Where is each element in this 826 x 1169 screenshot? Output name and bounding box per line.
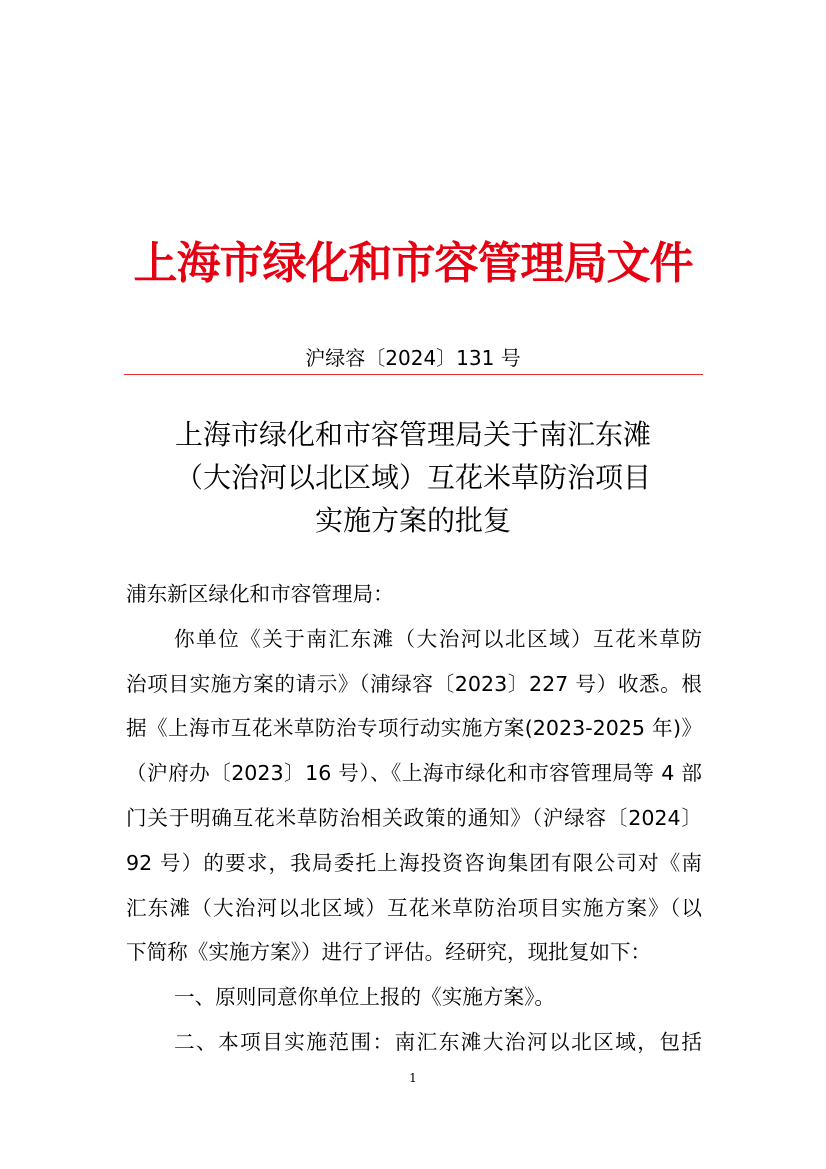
body-line: 92 号）的要求，我局委托上海投资咨询集团有限公司对《南 xyxy=(126,850,702,875)
body-line: 门关于明确互花米草防治相关政策的通知》（沪绿容〔2024〕 xyxy=(126,805,702,830)
body-line: （沪府办〔2023〕16 号）、《上海市绿化和市容管理局等 4 部 xyxy=(126,761,702,786)
red-divider-line xyxy=(124,374,703,375)
body-line: 汇东滩（大治河以北区域）互花米草防治项目实施方案》（以 xyxy=(126,895,702,920)
item-line: 二、本项目实施范围：南汇东滩大治河以北区域，包括 xyxy=(174,1029,702,1054)
document-number: 沪绿容〔2024〕131 号 xyxy=(305,346,521,370)
masthead-title: 上海市绿化和市容管理局文件 xyxy=(133,238,693,289)
body-line: 治项目实施方案的请示》（浦绿容〔2023〕227 号）收悉。根 xyxy=(126,671,702,696)
body-line: 下简称《实施方案》）进行了评估。经研究，现批复如下： xyxy=(126,940,652,965)
body-line: 你单位《关于南汇东滩（大治河以北区域）互花米草防 xyxy=(174,626,702,651)
title-line: （大治河以北区域）互花米草防治项目 xyxy=(174,461,651,494)
item-line: 一、原则同意你单位上报的《实施方案》。 xyxy=(174,985,555,1010)
document-body xyxy=(126,572,702,1065)
page-number: 1 xyxy=(409,1071,417,1085)
body-line: 据《上海市互花米草防治专项行动实施方案(2023-2025 年)》 xyxy=(126,716,702,741)
title-line: 实施方案的批复 xyxy=(314,504,511,537)
addressee: 浦东新区绿化和市容管理局： xyxy=(126,582,394,606)
title-line: 上海市绿化和市容管理局关于南汇东滩 xyxy=(174,418,651,451)
document-title xyxy=(120,413,706,542)
